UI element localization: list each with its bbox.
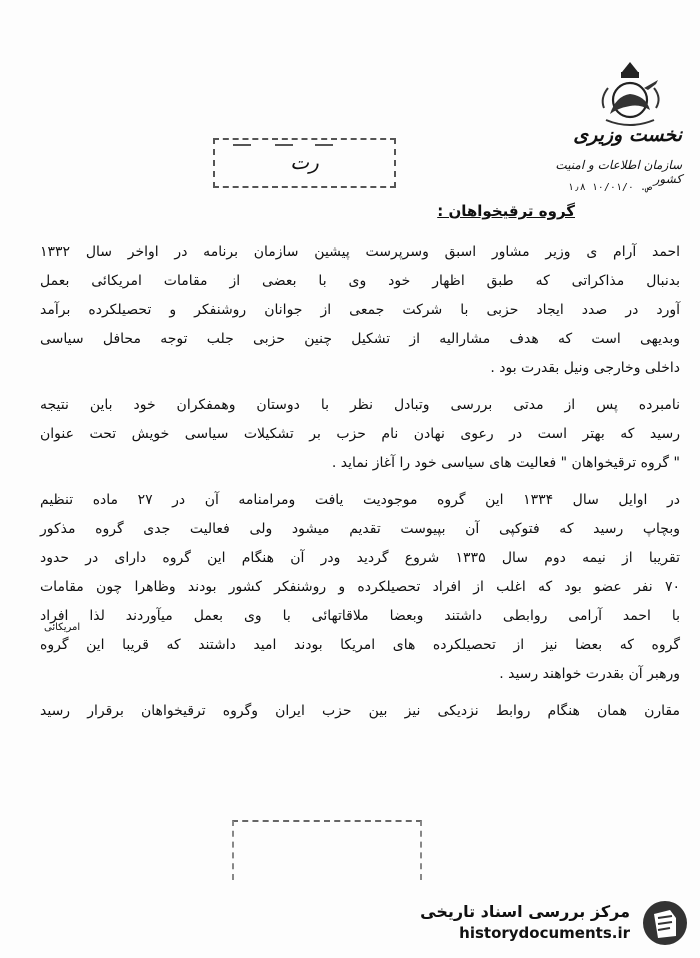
classification-stamp (213, 138, 396, 188)
text-line: مقارن همان هنگام روابط نزدیکی نیز بین حزب ایران وگروه ترقیخواهان برقرار رسید (40, 703, 680, 719)
letterhead-title: نخست وزیری (573, 124, 682, 146)
text-line: ۷۰ نفر عضو بود که اغلب از افراد تحصیلکرده و روشنفکر کشور بودند وظاهرا چون مقامات (40, 579, 680, 595)
paragraph (40, 238, 680, 383)
document-archive-icon (640, 898, 690, 948)
text-line: گروه که بعضا نیز از تحصیلکرده های امریکا بودند امید داشتند که قریبا این گروه (40, 637, 680, 653)
text-line: داخلی وخارجی ونیل بقدرت بود . (490, 360, 680, 376)
text-line: ورهبر آن بقدرت خواهند رسید . (499, 666, 680, 682)
lion-and-sun-emblem-icon (596, 58, 664, 128)
handwritten-margin-note: امریکائی (44, 622, 81, 633)
text-line: رسید که بهتر است در رعوی نهادن نام حزب بر تشکیلات سیاسی خویش تحت عنوان (40, 426, 680, 442)
text-line: " گروه ترقیخواهان " فعالیت های سیاسی خود را آغاز نماید . (331, 455, 680, 471)
watermark-brand: مرکز بررسی اسناد تاریخی (420, 902, 630, 921)
page-stamp-outline (232, 820, 422, 880)
text-line: وبدیهی است که هدف مشارالیه از تشکیل چنین حزبی جلب توجه محافل سیاسی (40, 331, 680, 347)
text-line: نامبرده پس از مدتی بررسی وتبادل نظر با دوستان وهمفکران خود باین نتیجه (40, 397, 680, 413)
reference-number: ص. ۱۰/۰۱/۰ ۱٫۸ (567, 182, 652, 193)
text-line: بدنبال مذاکراتی که طبق اظهار خود وی با بعضی از مقامات امریکائی بعمل (40, 273, 680, 289)
text-line: با احمد آرامی روابطی داشتند وبعضا ملاقاتهائی با وی بعمل میآوردند لذا افراد (40, 608, 680, 624)
text-line: آورد در صدد ایجاد حزبی با شرکت جمعی از جوانان روشنفکر و تحصیلکرده برآمد (40, 302, 680, 318)
watermark-logo[interactable] (410, 898, 690, 948)
letterhead (532, 58, 682, 208)
text-line: احمد آرام ی وزیر مشاور اسبق وسرپرست پیشین سازمان برنامه در اواخر سال ۱۳۳۲ (40, 244, 680, 260)
document-body (40, 238, 680, 726)
text-line: وبچاپ رسید که فتوکپی آن بپیوست تقدیم میشود ولی فعالیت جدی گروه مذکور (40, 521, 680, 537)
letterhead-organization: سازمان اطلاعات و امنیت کشور (555, 158, 682, 186)
text-line: تقریبا از نیمه دوم سال ۱۳۳۵ شروع گردید ودر آن هنگام این گروه دارای در حدود (40, 550, 680, 566)
document-heading: گروه ترقیخواهان : (437, 202, 575, 220)
paragraph (40, 697, 680, 726)
paragraph (40, 391, 680, 478)
paragraph (40, 486, 680, 689)
stamp-text: رت (290, 150, 319, 174)
watermark-url[interactable]: historydocuments.ir (459, 924, 630, 942)
text-line: در اوایل سال ۱۳۳۴ این گروه موجودیت یافت ومرامنامه آن در ۲۷ ماده تنظیم (40, 492, 680, 508)
